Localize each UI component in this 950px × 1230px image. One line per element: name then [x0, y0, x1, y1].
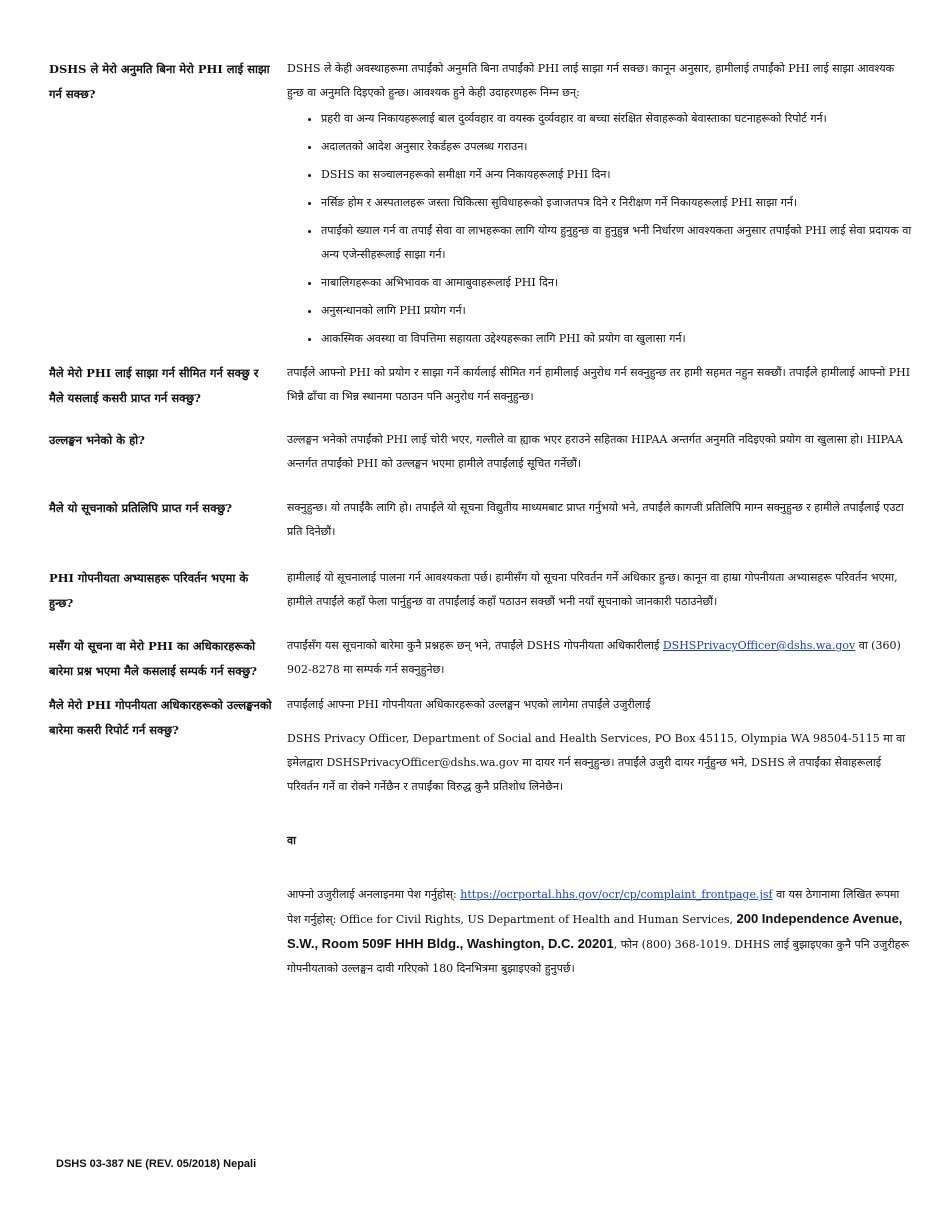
or-label: वा: [287, 834, 296, 847]
list-item: • DSHS का सञ्चालनहरूको समीक्षा गर्ने अन्य निकायहरूलाई PHI दिन।: [321, 163, 912, 187]
answer-body: [287, 57, 912, 355]
list-item: • आकस्मिक अवस्था वा विपत्तिमा सहायता उद्देश्यहरूका लागि PHI को प्रयोग वा खुलासा गर्न।: [321, 327, 912, 351]
answer-body: तपाईंले आफ्नो PHI को प्रयोग र साझा गर्ने कार्यलाई सीमित गर्न हामीलाई अनुरोध गर्न सक्नुहुन्छ तर हामी सहमत नहुन सक्छौं। तपाईंले हामीलाई आफ्नो PHI भिन्नै ढाँचा वा भिन्न स्थानमा पठाउन पनि अनुरोध गर्न सक्नुहुन्छ।: [287, 366, 911, 403]
privacy-officer-email-link[interactable]: DSHSPrivacyOfficer@dshs.wa.gov: [662, 639, 856, 652]
online-complaint-info: [287, 883, 912, 981]
ocr-portal-link[interactable]: https://ocrportal.hhs.gov/ocr/cp/complaint_frontpage.jsf: [460, 888, 773, 901]
question-heading: PHI गोपनीयता अभ्यासहरू परिवर्तन भएमा के हुन्छ?: [49, 571, 249, 610]
question-heading: मसँग यो सूचना वा मेरो PHI का अधिकारहरूको बारेमा प्रश्न भएमा मैले कसलाई सम्पर्क गर्न सक्छु?: [49, 639, 258, 678]
answer-body: हामीलाई यो सूचनालाई पालना गर्न आवश्यकता पर्छ। हामीसँग यो सूचना परिवर्तन गर्ने अधिकार हुन्छ। कानून वा हाम्रा गोपनीयता अभ्यासहरू परिवर्तन भएमा, हामीले तपाईंले कहाँ फेला पार्नुहुन्छ वा तपाईंलाई कहाँ पठाउन सक्छौं भनी नयाँ सूचनाको जानकारी पठाउनेछौं।: [287, 571, 898, 608]
list-item: • नाबालिगहरूका अभिभावक वा आमाबुवाहरूलाई PHI दिन।: [321, 271, 912, 295]
ocr-address: 200 Independence Avenue, S.W., Room 509F HHH Bldg., Washington, D.C. 20201: [287, 911, 903, 951]
complaint-deadline-text: , फोन (800) 368-1019. DHHS लाई बुझाइएका कुनै पनि उजुरीहरू गोपनीयताको उल्लङ्घन दावी गरिएको 180 दिनभित्रमा बुझाइएको हुनुपर्छ।: [287, 938, 910, 975]
report-intro: तपाईंलाई आफ्ना PHI गोपनीयता अधिकारहरूको उल्लङ्घन भएको लागेमा तपाईंले उजुरीलाई: [287, 698, 651, 711]
question-heading: उल्लङ्घन भनेको के हो?: [49, 433, 145, 447]
ocr-mailing-text: वा यस ठेगानामा लिखित रूपमा पेश गर्नुहोस्: Office for Civil Rights, US Department of Health and Human Services,: [287, 888, 900, 926]
contact-phone-text: वा (360) 902-8278 मा सम्पर्क गर्न सक्नुहुनेछ।: [287, 639, 901, 676]
answer-body: [287, 634, 912, 682]
list-item: • नर्सिङ होम र अस्पतालहरू जस्ता चिकित्सा सुविधाहरूको इजाजतपत्र दिने र निरीक्षण गर्ने निकायहरूलाई PHI साझा गर्न।: [321, 191, 912, 215]
question-heading: मैले मेरो PHI गोपनीयता अधिकारहरूको उल्लङ्घनको बारेमा कसरी रिपोर्ट गर्न सक्छु?: [49, 698, 272, 737]
question-heading: DSHS ले मेरो अनुमति बिना मेरो PHI लाई साझा गर्न सक्छ?: [49, 62, 270, 101]
list-item: • अनुसन्धानको लागि PHI प्रयोग गर्न।: [321, 299, 912, 323]
contact-text: तपाईंसँग यस सूचनाको बारेमा कुनै प्रश्नहरू छन् भने, तपाईंले DSHS गोपनीयता अधिकारीलाई: [287, 639, 663, 652]
list-item: • अदालतको आदेश अनुसार रेकर्डहरू उपलब्ध गराउन।: [321, 135, 912, 159]
report-mailing-info: DSHS Privacy Officer, Department of Social and Health Services, PO Box 45115, Olympia WA 98504-5115 मा वा इमेलद्वारा DSHSPrivacyOfficer@dshs.wa.gov मा दायर गर्न सक्नुहुन्छ। तपाईंले उजुरी दायर गर्नुहुन्छ भने, DSHS ले तपाईंका सेवाहरूलाई परिवर्तन गर्ने वा रोक्ने गर्नेछैन र तपाईंका विरुद्ध कुनै प्रतिशोध लिनेछैन।: [287, 732, 906, 793]
answer-intro: DSHS ले केही अवस्थाहरूमा तपाईंको अनुमति बिना तपाईंको PHI लाई साझा गर्न सक्छ। कानून अनुसार, हामीलाई तपाईंको PHI लाई साझा आवश्यक हुन्छ वा अनुमति दिइएको हुन्छ। आवश्यक हुने केही उदाहरणहरू निम्न छन्:: [287, 62, 895, 99]
list-item: • तपाईंको ख्याल गर्न वा तपाईं सेवा वा लाभहरूका लागि योग्य हुनुहुन्छ वा हुनुहुन्न भनी निर्धारण आवश्यकता अनुसार तपाईंको PHI लाई सेवा प्रदायक वा अन्य एजेन्सीहरूलाई साझा गर्न।: [321, 219, 912, 267]
question-heading: मैले यो सूचनाको प्रतिलिपि प्राप्त गर्न सक्छु?: [49, 501, 233, 515]
list-item: • प्रहरी वा अन्य निकायहरूलाई बाल दुर्व्यवहार वा वयस्क दुर्व्यवहार वा बच्चा संरक्षित सेवाहरूको बेवास्ताका घटनाहरूको रिपोर्ट गर्न।: [321, 107, 912, 131]
online-complaint-text: आफ्नो उजुरीलाई अनलाइनमा पेश गर्नुहोस्:: [287, 888, 461, 901]
question-heading: मैले मेरो PHI लाई साझा गर्न सीमित गर्न सक्छु र मैले यसलाई कसरी प्राप्त गर्न सक्छु?: [49, 366, 259, 405]
examples-list: [287, 107, 912, 351]
answer-body: सक्नुहुन्छ। यो तपाईंकै लागि हो। तपाईंले यो सूचना विद्युतीय माध्यमबाट प्राप्त गर्नुभयो भने, तपाईंले कागजी प्रतिलिपि माग्न सक्नुहुन्छ र हामीले तपाईंलाई एउटा प्रति दिनेछौं।: [287, 501, 904, 538]
form-footer: DSHS 03-387 NE (REV. 05/2018) Nepali: [56, 1158, 257, 1170]
answer-body: [287, 693, 912, 981]
answer-body: उल्लङ्घन भनेको तपाईंको PHI लाई चोरी भएर, गल्तीले वा ह्याक भएर हराउने सहितका HIPAA अन्तर्गत अनुमति नदिइएको प्रयोग वा खुलासा हो। HIPAA अन्तर्गत तपाईंको PHI को उल्लङ्घन भएमा हामीले तपाईंलाई सूचित गर्नेछौं।: [287, 433, 903, 470]
